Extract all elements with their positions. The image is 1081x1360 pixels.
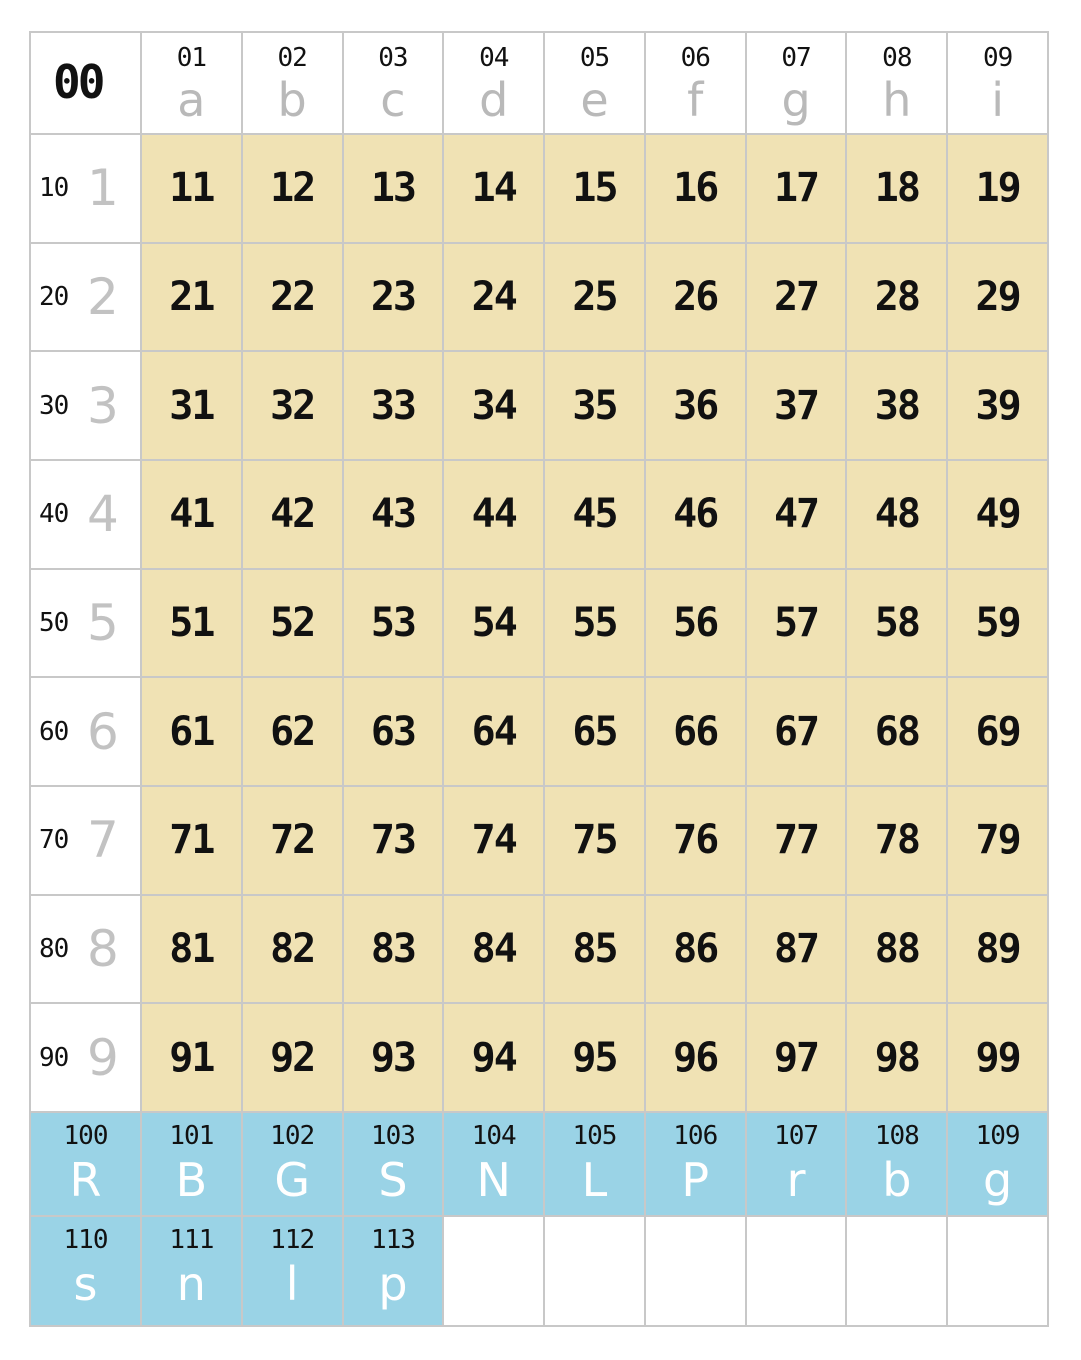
column-header-cell	[344, 31, 445, 135]
column-header-cell	[545, 31, 646, 135]
number-cell	[948, 244, 1049, 353]
code-cell	[243, 1217, 344, 1327]
column-header-letter: g	[781, 73, 811, 127]
column-header-number: 07	[781, 43, 811, 73]
row-label-digit: 6	[87, 702, 119, 761]
number-cell	[344, 678, 445, 787]
number-cell-value: 99	[975, 1034, 1020, 1081]
number-cell-value: 54	[471, 599, 516, 646]
code-cell-letter: l	[285, 1256, 299, 1311]
number-cell-value: 11	[169, 165, 214, 212]
column-header-letter: h	[882, 73, 912, 127]
row-label-number: 90	[39, 1042, 69, 1073]
number-cell	[948, 678, 1049, 787]
number-cell	[545, 352, 646, 461]
number-cell-value: 46	[673, 491, 718, 538]
code-cell	[344, 1217, 445, 1327]
number-cell	[948, 352, 1049, 461]
code-cell-number: 106	[673, 1120, 718, 1151]
row-label-number: 50	[39, 607, 69, 638]
code-cell-letter: P	[681, 1152, 710, 1207]
number-cell-value: 74	[471, 817, 516, 864]
number-cell-value: 29	[975, 273, 1020, 320]
row-label-digit: 8	[87, 919, 119, 978]
code-cell	[29, 1113, 142, 1217]
number-cell-value: 55	[572, 599, 617, 646]
number-cell	[646, 1004, 747, 1113]
row-label-cell	[29, 678, 142, 787]
number-cell	[444, 352, 545, 461]
code-cell	[344, 1113, 445, 1217]
code-cell-letter: s	[73, 1256, 98, 1311]
row-label-cell	[29, 135, 142, 244]
number-cell-value: 42	[270, 491, 315, 538]
number-cell	[243, 787, 344, 896]
code-cell-letter: b	[882, 1152, 912, 1207]
number-cell	[444, 135, 545, 244]
number-cell	[747, 896, 848, 1005]
number-cell-value: 45	[572, 491, 617, 538]
number-cell	[545, 570, 646, 679]
code-cell-number: 113	[370, 1224, 415, 1255]
number-cell-value: 57	[773, 599, 819, 646]
number-cell-value: 18	[874, 165, 919, 212]
number-grid	[29, 31, 1049, 1327]
row-label-number: 80	[39, 933, 69, 964]
code-cell	[243, 1113, 344, 1217]
number-cell	[646, 787, 747, 896]
number-cell	[646, 135, 747, 244]
number-cell	[444, 1004, 545, 1113]
number-cell-value: 39	[975, 382, 1020, 429]
number-cell-value: 65	[572, 708, 617, 755]
number-cell-value: 81	[169, 925, 214, 972]
number-cell-value: 71	[169, 817, 214, 864]
corner-label: 00	[53, 55, 103, 109]
code-cell-letter: r	[786, 1152, 806, 1207]
number-cell-value: 75	[572, 817, 617, 864]
number-cell-value: 64	[471, 708, 516, 755]
number-cell-value: 36	[673, 382, 718, 429]
number-cell-value: 15	[572, 165, 617, 212]
number-cell-value: 83	[370, 925, 416, 972]
number-cell-value: 51	[169, 599, 214, 646]
column-header-cell	[847, 31, 948, 135]
number-cell-value: 49	[975, 491, 1020, 538]
number-cell-value: 41	[169, 491, 214, 538]
number-cell	[142, 570, 243, 679]
row-label-cell	[29, 787, 142, 896]
empty-cell	[545, 1217, 646, 1327]
column-header-cell	[646, 31, 747, 135]
number-cell	[142, 461, 243, 570]
row-label-digit: 5	[87, 593, 119, 652]
code-cell-number: 104	[471, 1120, 516, 1151]
number-cell-value: 63	[370, 708, 416, 755]
number-cell	[747, 244, 848, 353]
number-cell-value: 25	[572, 273, 617, 320]
number-cell	[545, 896, 646, 1005]
number-cell	[646, 896, 747, 1005]
number-cell	[344, 896, 445, 1005]
code-cell-number: 107	[774, 1120, 819, 1151]
number-cell-value: 13	[370, 165, 416, 212]
code-cell-letter: B	[175, 1152, 208, 1207]
number-cell-value: 85	[572, 925, 617, 972]
number-cell	[344, 461, 445, 570]
number-cell	[747, 352, 848, 461]
code-cell	[444, 1113, 545, 1217]
column-header-number: 03	[378, 43, 408, 73]
row-label-number: 60	[39, 716, 69, 747]
number-cell-value: 27	[773, 273, 819, 320]
number-cell-value: 37	[773, 382, 819, 429]
number-cell-value: 28	[874, 273, 919, 320]
number-cell	[444, 570, 545, 679]
number-cell-value: 72	[270, 817, 315, 864]
number-cell	[847, 352, 948, 461]
number-cell	[747, 570, 848, 679]
number-cell-value: 56	[673, 599, 718, 646]
column-header-number: 08	[882, 43, 912, 73]
number-cell-value: 78	[874, 817, 919, 864]
number-cell-value: 73	[370, 817, 416, 864]
column-header-cell	[948, 31, 1049, 135]
number-cell-value: 44	[471, 491, 516, 538]
column-header-cell	[747, 31, 848, 135]
number-cell	[646, 678, 747, 787]
number-cell	[948, 461, 1049, 570]
column-header-number: 01	[176, 43, 207, 73]
empty-cell	[444, 1217, 545, 1327]
number-cell	[142, 896, 243, 1005]
number-cell-value: 98	[874, 1034, 919, 1081]
column-header-letter: b	[277, 73, 307, 127]
number-cell-value: 48	[874, 491, 919, 538]
empty-cell	[948, 1217, 1049, 1327]
number-cell-value: 91	[169, 1034, 214, 1081]
number-cell-value: 67	[773, 708, 819, 755]
number-cell-value: 62	[270, 708, 315, 755]
number-cell	[545, 244, 646, 353]
code-cell-letter: S	[378, 1152, 408, 1207]
empty-cell	[847, 1217, 948, 1327]
number-cell	[747, 787, 848, 896]
code-cell	[29, 1217, 142, 1327]
number-cell	[545, 1004, 646, 1113]
column-header-number: 06	[680, 43, 710, 73]
number-cell	[344, 352, 445, 461]
code-cell	[545, 1113, 646, 1217]
number-cell	[142, 135, 243, 244]
number-cell-value: 52	[270, 599, 315, 646]
code-cell-letter: g	[983, 1152, 1013, 1207]
row-label-cell	[29, 244, 142, 353]
number-cell	[444, 787, 545, 896]
number-cell	[646, 461, 747, 570]
code-cell	[142, 1217, 243, 1327]
code-cell-number: 100	[63, 1120, 108, 1151]
row-label-cell	[29, 352, 142, 461]
number-cell	[344, 570, 445, 679]
column-header-cell	[142, 31, 243, 135]
number-cell-value: 96	[673, 1034, 718, 1081]
number-cell-value: 19	[975, 165, 1020, 212]
code-cell-number: 101	[169, 1120, 214, 1151]
number-cell-value: 34	[471, 382, 516, 429]
number-cell-value: 24	[471, 273, 516, 320]
number-cell-value: 38	[874, 382, 919, 429]
number-cell-value: 22	[270, 273, 315, 320]
number-cell	[243, 896, 344, 1005]
number-cell	[847, 678, 948, 787]
number-cell	[545, 461, 646, 570]
code-cell	[847, 1113, 948, 1217]
number-cell	[847, 135, 948, 244]
row-label-cell	[29, 461, 142, 570]
code-cell	[646, 1113, 747, 1217]
code-cell-number: 110	[63, 1224, 108, 1255]
number-cell-value: 82	[270, 925, 315, 972]
code-cell-number: 111	[169, 1224, 214, 1255]
number-cell-value: 58	[874, 599, 919, 646]
corner-cell	[29, 31, 142, 135]
column-header-letter: e	[580, 73, 609, 127]
column-header-letter: i	[991, 73, 1004, 127]
row-label-digit: 7	[87, 811, 119, 870]
code-cell	[948, 1113, 1049, 1217]
column-header-number: 09	[982, 43, 1013, 73]
row-label-digit: 1	[87, 159, 119, 218]
number-cell-value: 17	[773, 165, 819, 212]
number-cell	[747, 135, 848, 244]
code-cell-number: 102	[270, 1120, 315, 1151]
number-cell-value: 68	[874, 708, 919, 755]
row-label-cell	[29, 1004, 142, 1113]
number-cell-value: 89	[975, 925, 1020, 972]
number-cell	[948, 135, 1049, 244]
number-cell-value: 16	[673, 165, 718, 212]
number-cell	[847, 1004, 948, 1113]
number-cell-value: 94	[471, 1034, 516, 1081]
number-cell	[243, 461, 344, 570]
number-cell	[646, 570, 747, 679]
number-cell-value: 92	[270, 1034, 315, 1081]
number-cell-value: 69	[975, 708, 1020, 755]
code-cell-letter: L	[581, 1152, 608, 1207]
number-cell	[243, 678, 344, 787]
number-cell-value: 61	[169, 708, 214, 755]
row-label-digit: 4	[87, 485, 119, 544]
number-cell	[948, 896, 1049, 1005]
number-cell-value: 31	[169, 382, 214, 429]
code-cell-letter: N	[476, 1152, 511, 1207]
number-cell	[847, 787, 948, 896]
number-cell	[243, 352, 344, 461]
number-cell-value: 93	[370, 1034, 416, 1081]
number-cell	[747, 461, 848, 570]
number-cell-value: 26	[673, 273, 718, 320]
code-cell	[142, 1113, 243, 1217]
code-cell-number: 109	[975, 1120, 1020, 1151]
code-cell-letter: n	[176, 1256, 206, 1311]
column-header-number: 02	[277, 43, 307, 73]
number-cell	[948, 787, 1049, 896]
number-cell	[847, 461, 948, 570]
number-cell-value: 76	[673, 817, 718, 864]
column-header-letter: f	[687, 73, 704, 127]
column-header-number: 05	[579, 43, 610, 73]
row-label-number: 10	[39, 173, 69, 204]
number-cell-value: 33	[370, 382, 416, 429]
number-cell	[444, 461, 545, 570]
number-cell	[243, 1004, 344, 1113]
code-cell-number: 112	[270, 1224, 315, 1255]
number-cell-value: 12	[270, 165, 315, 212]
number-cell	[142, 352, 243, 461]
number-cell-value: 79	[975, 817, 1020, 864]
number-cell	[142, 678, 243, 787]
column-header-cell	[444, 31, 545, 135]
number-cell-value: 88	[874, 925, 919, 972]
number-cell	[344, 135, 445, 244]
number-cell	[444, 678, 545, 787]
column-header-letter: d	[479, 73, 509, 127]
row-label-number: 30	[39, 390, 69, 421]
number-cell	[646, 352, 747, 461]
column-header-number: 04	[479, 43, 509, 73]
number-cell	[948, 570, 1049, 679]
empty-cell	[747, 1217, 848, 1327]
number-cell	[344, 787, 445, 896]
empty-cell	[646, 1217, 747, 1327]
number-cell	[646, 244, 747, 353]
column-header-cell	[243, 31, 344, 135]
number-cell	[444, 244, 545, 353]
number-cell	[545, 787, 646, 896]
number-cell	[444, 896, 545, 1005]
number-cell-value: 35	[572, 382, 617, 429]
number-cell-value: 32	[270, 382, 315, 429]
number-cell-value: 23	[370, 273, 416, 320]
number-cell	[847, 244, 948, 353]
number-cell	[344, 244, 445, 353]
code-cell	[747, 1113, 848, 1217]
number-cell-value: 47	[773, 491, 819, 538]
number-cell-value: 87	[773, 925, 819, 972]
number-cell-value: 43	[370, 491, 416, 538]
number-cell	[545, 135, 646, 244]
code-cell-letter: p	[378, 1256, 408, 1311]
number-cell-value: 97	[773, 1034, 819, 1081]
number-cell	[142, 1004, 243, 1113]
number-cell-value: 66	[673, 708, 718, 755]
number-cell-value: 84	[471, 925, 516, 972]
number-cell	[847, 896, 948, 1005]
row-label-digit: 3	[87, 376, 119, 435]
number-cell	[747, 678, 848, 787]
number-cell	[344, 1004, 445, 1113]
row-label-digit: 2	[87, 267, 119, 326]
column-header-letter: c	[380, 73, 406, 127]
number-cell-value: 59	[975, 599, 1020, 646]
number-cell-value: 21	[169, 273, 214, 320]
row-label-cell	[29, 896, 142, 1005]
column-header-letter: a	[177, 73, 206, 127]
code-cell-number: 105	[572, 1120, 617, 1151]
row-label-number: 70	[39, 825, 69, 856]
number-cell	[747, 1004, 848, 1113]
number-cell	[142, 787, 243, 896]
number-cell	[243, 135, 344, 244]
code-cell-number: 103	[370, 1120, 415, 1151]
number-cell	[243, 244, 344, 353]
row-label-digit: 9	[87, 1028, 119, 1087]
number-cell-value: 95	[572, 1034, 617, 1081]
code-cell-letter: G	[274, 1152, 310, 1207]
number-cell	[142, 244, 243, 353]
number-cell	[948, 1004, 1049, 1113]
code-cell-number: 108	[874, 1120, 919, 1151]
row-label-cell	[29, 570, 142, 679]
number-cell	[243, 570, 344, 679]
number-cell	[847, 570, 948, 679]
row-label-number: 20	[39, 281, 69, 312]
number-cell-value: 86	[673, 925, 718, 972]
number-cell-value: 53	[370, 599, 416, 646]
number-cell-value: 77	[773, 817, 819, 864]
row-label-number: 40	[39, 499, 69, 530]
number-cell-value: 14	[471, 165, 516, 212]
number-cell	[545, 678, 646, 787]
code-cell-letter: R	[69, 1152, 102, 1207]
